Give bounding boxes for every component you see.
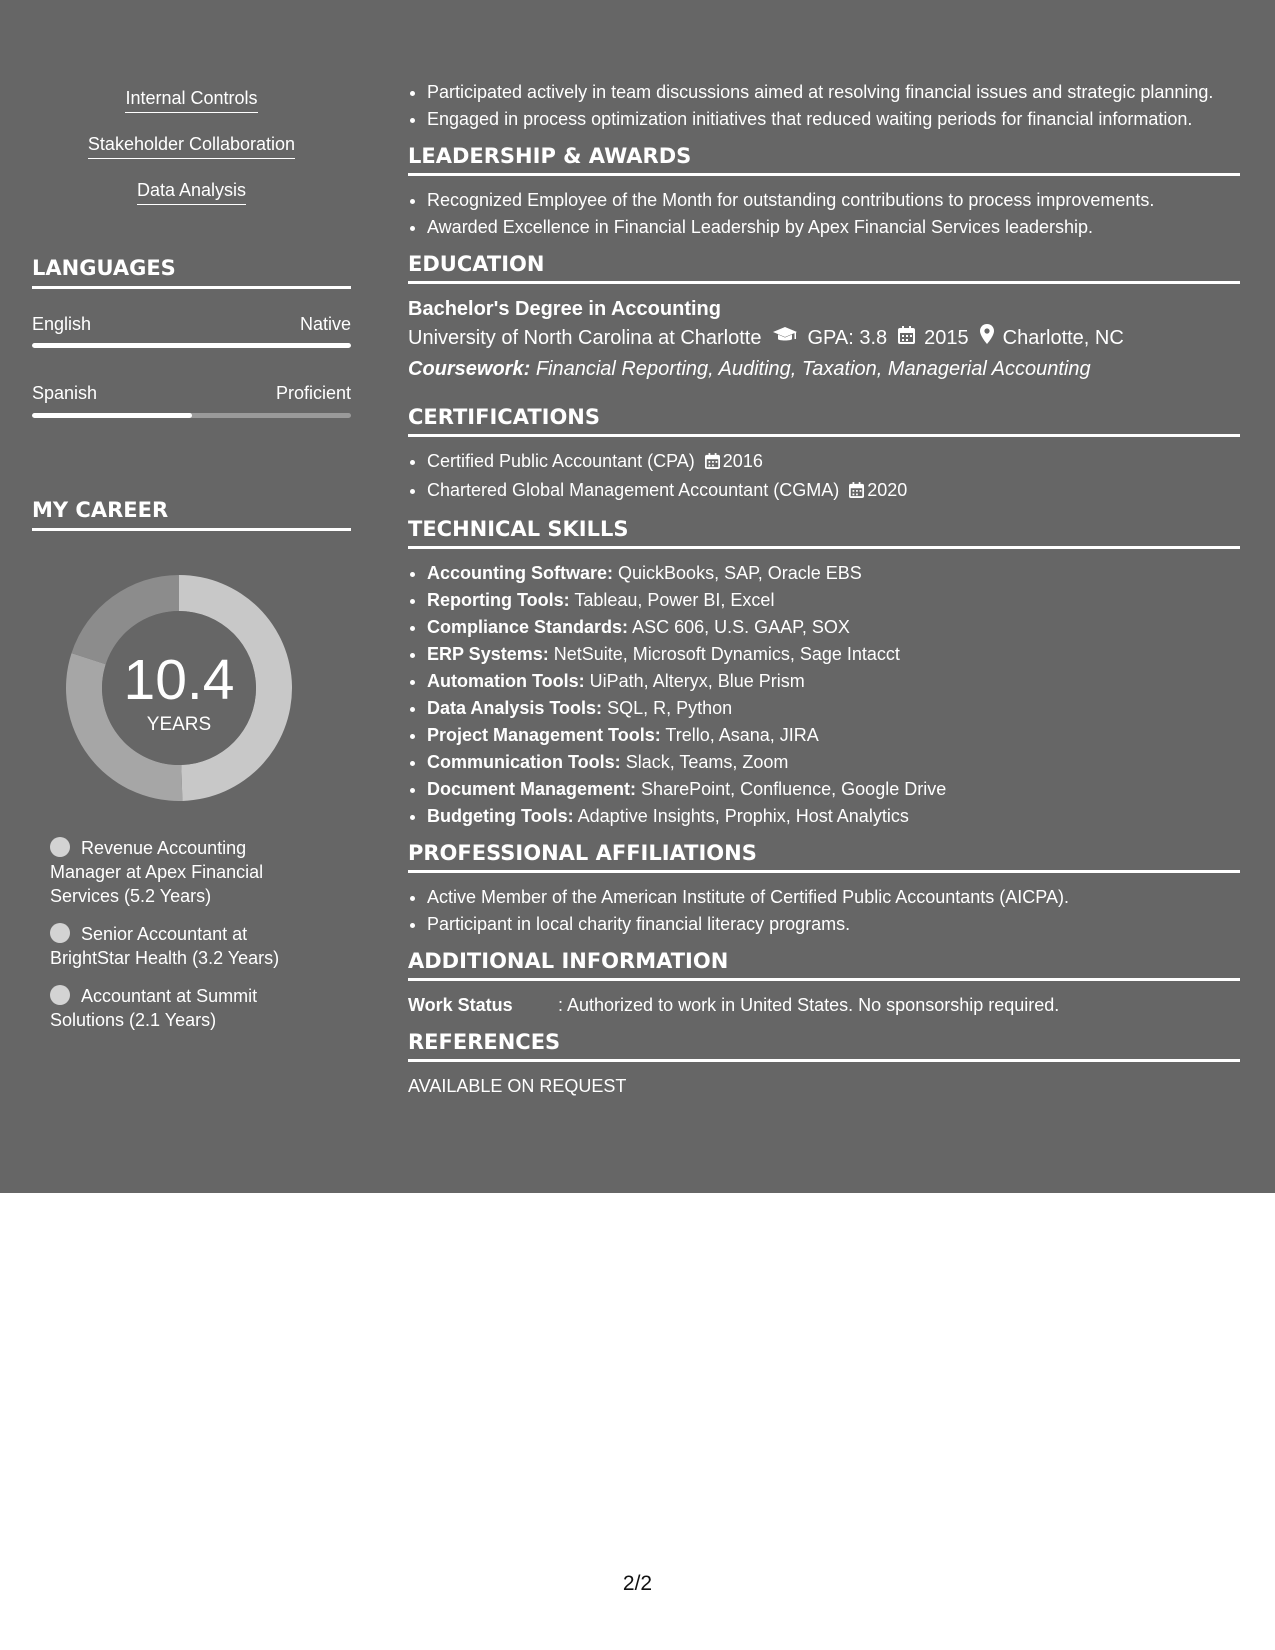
graduation-year: 2015 [924, 327, 969, 349]
certifications-heading: CERTIFICATIONS [408, 405, 1240, 437]
skill-label: Budgeting Tools: [427, 806, 574, 826]
leadership-item: • Awarded Excellence in Financial Leadership by Apex Financial Services leadership. [427, 215, 1240, 239]
technical-skill-item [427, 615, 1240, 639]
skill-value: Slack, Teams, Zoom [625, 752, 789, 772]
skill-value: Adaptive Insights, Prophix, Host Analytics [577, 806, 909, 826]
language-level: Native [299, 314, 351, 334]
skill-value: SharePoint, Confluence, Google Drive [641, 779, 947, 799]
career-legend-text: Revenue Accounting Manager at Apex Financial Services (5.2 Years) [50, 838, 264, 906]
skill-value: UiPath, Alteryx, Blue Prism [589, 671, 805, 691]
coursework-value: Financial Reporting, Auditing, Taxation, Managerial Accounting [535, 358, 1091, 380]
skill-value: NetSuite, Microsoft Dynamics, Sage Intacct [553, 644, 900, 664]
skill-value: Trello, Asana, JIRA [665, 725, 819, 745]
career-total-unit: YEARS [146, 714, 212, 735]
skill-value: SQL, R, Python [607, 698, 733, 718]
skill-value: Tableau, Power BI, Excel [574, 590, 775, 610]
work-status-value: : Authorized to work in United States. No sponsorship required. [558, 995, 1060, 1015]
language-proficiency-bar [32, 413, 351, 418]
school-name: University of North Carolina at Charlotte [408, 327, 762, 349]
career-legend-text: Accountant at Summit Solutions (2.1 Years) [50, 986, 258, 1030]
leadership-heading: LEADERSHIP & AWARDS [408, 144, 1240, 176]
skill-value: QuickBooks, SAP, Oracle EBS [618, 563, 862, 583]
skill-label: ERP Systems: [427, 644, 549, 664]
location-pin-icon [980, 324, 994, 352]
experience-bullet: • Participated actively in team discussions aimed at resolving financial issues and strategic planning. [427, 80, 1240, 104]
language-proficiency-fill [32, 343, 351, 348]
coursework [408, 355, 1240, 383]
technical-skill-item [427, 642, 1240, 666]
skill-label: Data Analysis Tools: [427, 698, 603, 718]
main-column [408, 80, 1240, 1098]
references-text: AVAILABLE ON REQUEST [408, 1076, 627, 1096]
degree-title: Bachelor's Degree in Accounting [408, 298, 721, 320]
education-heading: EDUCATION [408, 252, 1240, 284]
education-details [408, 324, 1240, 352]
calendar-icon [705, 451, 720, 475]
skill-label: Document Management: [427, 779, 637, 799]
calendar-icon [898, 324, 915, 352]
technical-skill-item [427, 561, 1240, 585]
language-proficiency-fill [32, 413, 192, 418]
legend-dot-icon [50, 985, 70, 1005]
page-number: 2/2 [622, 1572, 653, 1595]
leadership-item: • Recognized Employee of the Month for outstanding contributions to process improvements. [427, 188, 1240, 212]
graduation-cap-icon [772, 324, 798, 352]
career-heading: MY CAREER [32, 498, 351, 531]
skill-label: Reporting Tools: [427, 590, 570, 610]
affiliation-item: • Participant in local charity financial literacy programs. [427, 912, 1240, 936]
skill-tag: Stakeholder Collaboration [88, 132, 295, 159]
school-location: Charlotte, NC [1002, 327, 1124, 349]
experience-bullets [408, 80, 1240, 131]
career-legend-item [50, 984, 310, 1032]
career-legend-text: Senior Accountant at BrightStar Health (3.2 Years) [50, 924, 280, 968]
language-row [32, 383, 351, 404]
skills-tag-list [32, 86, 351, 205]
work-status-row [408, 993, 1240, 1017]
certification-item [427, 478, 1240, 504]
certification-year: 2016 [722, 451, 763, 471]
certification-name: Certified Public Accountant (CPA) [427, 451, 695, 471]
skill-label: Automation Tools: [427, 671, 585, 691]
languages-heading: LANGUAGES [32, 256, 351, 289]
career-legend [50, 836, 310, 1046]
certifications-list [408, 449, 1240, 504]
work-status-label: Work Status [408, 995, 513, 1015]
technical-skill-item [427, 750, 1240, 774]
technical-skill-item [427, 696, 1240, 720]
skill-tag: Data Analysis [137, 178, 246, 205]
experience-bullet: • Engaged in process optimization initiatives that reduced waiting periods for financial information. [427, 107, 1240, 131]
leadership-list [408, 188, 1240, 239]
skill-label: Compliance Standards: [427, 617, 629, 637]
skill-label: Accounting Software: [427, 563, 614, 583]
technical-skills-list [408, 561, 1240, 828]
language-name: English [32, 314, 92, 334]
affiliations-list [408, 885, 1240, 936]
career-legend-item [50, 836, 310, 908]
language-level: Proficient [275, 383, 351, 403]
technical-skill-item [427, 669, 1240, 693]
technical-skill-item [427, 777, 1240, 801]
references-heading: REFERENCES [408, 1030, 1240, 1062]
affiliations-heading: PROFESSIONAL AFFILIATIONS [408, 841, 1240, 873]
technical-skills-heading: TECHNICAL SKILLS [408, 517, 1240, 549]
legend-dot-icon [50, 923, 70, 943]
coursework-label: Coursework: [408, 358, 531, 380]
affiliation-item: • Active Member of the American Institute of Certified Public Accountants (AICPA). [427, 885, 1240, 909]
career-total [66, 648, 292, 736]
career-total-value: 10.4 [123, 648, 235, 712]
technical-skill-item [427, 723, 1240, 747]
gpa: GPA: 3.8 [807, 327, 888, 349]
skill-tag: Internal Controls [125, 86, 257, 113]
technical-skill-item [427, 588, 1240, 612]
certification-name: Chartered Global Management Accountant (CGMA) [427, 480, 840, 500]
additional-info-heading: ADDITIONAL INFORMATION [408, 949, 1240, 981]
career-legend-item [50, 922, 310, 970]
language-proficiency-bar [32, 343, 351, 348]
language-name: Spanish [32, 383, 98, 403]
technical-skill-item [427, 804, 1240, 828]
skill-label: Communication Tools: [427, 752, 621, 772]
language-row [32, 314, 351, 335]
skill-label: Project Management Tools: [427, 725, 661, 745]
certification-item [427, 449, 1240, 475]
calendar-icon [849, 480, 864, 504]
skill-value: ASC 606, U.S. GAAP, SOX [632, 617, 850, 637]
certification-year: 2020 [867, 480, 908, 500]
legend-dot-icon [50, 837, 70, 857]
